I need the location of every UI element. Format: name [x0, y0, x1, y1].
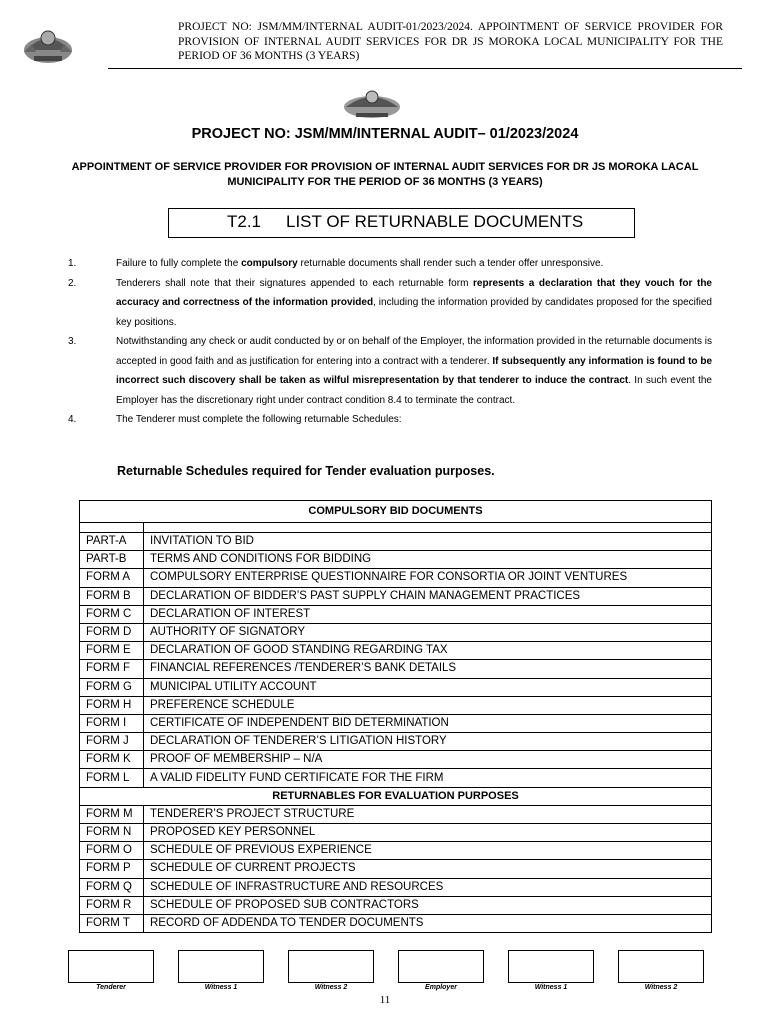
- form-description: TERMS AND CONDITIONS FOR BIDDING: [144, 551, 712, 569]
- form-code: FORM C: [80, 605, 144, 623]
- form-description: DECLARATION OF BIDDER’S PAST SUPPLY CHAIN MANAGEMENT PRACTICES: [144, 587, 712, 605]
- form-code: FORM R: [80, 896, 144, 914]
- form-code: FORM H: [80, 696, 144, 714]
- table-row: [80, 551, 712, 569]
- form-description: A VALID FIDELITY FUND CERTIFICATE FOR THE FIRM: [144, 769, 712, 787]
- schedules-heading: Returnable Schedules required for Tender evaluation purposes.: [117, 464, 495, 478]
- form-code: FORM G: [80, 678, 144, 696]
- compulsory-heading: COMPULSORY BID DOCUMENTS: [80, 501, 712, 523]
- form-code: FORM M: [80, 805, 144, 823]
- table-row: [80, 805, 712, 823]
- signature-box-witness-1[interactable]: [178, 950, 264, 983]
- form-description: SCHEDULE OF PROPOSED SUB CONTRACTORS: [144, 896, 712, 914]
- municipal-crest-icon: [340, 85, 404, 121]
- table-row: [80, 896, 712, 914]
- signature-box-witness-1b[interactable]: [508, 950, 594, 983]
- form-code: FORM J: [80, 733, 144, 751]
- form-description: SCHEDULE OF CURRENT PROJECTS: [144, 860, 712, 878]
- instructions-list: [68, 254, 712, 430]
- section-number: T2.1: [227, 212, 262, 231]
- table-row: [80, 569, 712, 587]
- form-description: TENDERER’S PROJECT STRUCTURE: [144, 805, 712, 823]
- form-description: CERTIFICATE OF INDEPENDENT BID DETERMINATION: [144, 714, 712, 732]
- form-code: FORM K: [80, 751, 144, 769]
- table-row: [80, 824, 712, 842]
- signature-label: Witness 1: [534, 984, 568, 991]
- form-code: FORM O: [80, 842, 144, 860]
- form-description: MUNICIPAL UTILITY ACCOUNT: [144, 678, 712, 696]
- table-row: [80, 587, 712, 605]
- signature-label: Witness 2: [314, 984, 348, 991]
- form-code: FORM D: [80, 623, 144, 641]
- table-row: [80, 660, 712, 678]
- project-title: PROJECT NO: JSM/MM/INTERNAL AUDIT– 01/2023/2024: [191, 126, 579, 142]
- form-code: PART-A: [80, 533, 144, 551]
- table-row: [80, 769, 712, 787]
- form-description: DECLARATION OF GOOD STANDING REGARDING TAX: [144, 642, 712, 660]
- signature-label: Tenderer: [96, 984, 126, 991]
- running-header: PROJECT NO: JSM/MM/INTERNAL AUDIT-01/2023/2024. APPOINTMENT OF SERVICE PROVIDER FOR PROVISION OF INTERNAL AUDIT SERVICES FOR DR JS MOROKA LOCAL MUNICIPALITY FOR THE PERIOD OF 36 MONTHS (3 YEARS): [178, 21, 723, 62]
- list-item: 1. Failure to fully complete the compulsory returnable documents shall render such a tender offer unresponsive.: [68, 258, 604, 269]
- form-description: PROOF OF MEMBERSHIP – N/A: [144, 751, 712, 769]
- form-code: PART-B: [80, 551, 144, 569]
- table-row: [80, 642, 712, 660]
- form-description: RECORD OF ADDENDA TO TENDER DOCUMENTS: [144, 914, 712, 932]
- table-row: [80, 696, 712, 714]
- table-row: [80, 678, 712, 696]
- form-code: FORM Q: [80, 878, 144, 896]
- municipal-crest-icon: [22, 22, 74, 68]
- table-row: [80, 878, 712, 896]
- form-code: FORM F: [80, 660, 144, 678]
- form-description: PREFERENCE SCHEDULE: [144, 696, 712, 714]
- form-code: FORM B: [80, 587, 144, 605]
- signature-label: Witness 1: [204, 984, 238, 991]
- form-description: FINANCIAL REFERENCES /TENDERER’S BANK DETAILS: [144, 660, 712, 678]
- form-description: AUTHORITY OF SIGNATORY: [144, 623, 712, 641]
- header-divider: [108, 68, 742, 69]
- signature-box-employer[interactable]: [398, 950, 484, 983]
- form-description: SCHEDULE OF PREVIOUS EXPERIENCE: [144, 842, 712, 860]
- table-row: [80, 533, 712, 551]
- form-description: SCHEDULE OF INFRASTRUCTURE AND RESOURCES: [144, 878, 712, 896]
- form-description: PROPOSED KEY PERSONNEL: [144, 824, 712, 842]
- form-code: FORM L: [80, 769, 144, 787]
- form-code: FORM N: [80, 824, 144, 842]
- form-description: DECLARATION OF INTEREST: [144, 605, 712, 623]
- table-row: [80, 733, 712, 751]
- signature-label: Employer: [425, 984, 457, 991]
- signature-box-tenderer[interactable]: [68, 950, 154, 983]
- list-item: 3. Notwithstanding any check or audit conducted by or on behalf of the Employer, the information provided in the returnable documents is accepted in good faith and as justification for entering into a contract with a tenderer. If subsequently any information is found to be incorrect such discovery shall be taken as wilful misrepresentation by that tenderer to induce the contract. In such event the Employer has the discretionary right under contract condition 8.4 to terminate the contract.: [68, 336, 713, 406]
- form-code: FORM I: [80, 714, 144, 732]
- page-number: 11: [379, 994, 391, 1006]
- form-code: FORM A: [80, 569, 144, 587]
- signature-box-witness-2b[interactable]: [618, 950, 704, 983]
- section-title: LIST OF RETURNABLE DOCUMENTS: [286, 212, 584, 231]
- project-subtitle: APPOINTMENT OF SERVICE PROVIDER FOR PROVISION OF INTERNAL AUDIT SERVICES FOR DR JS MOROKA LACAL MUNICIPALITY FOR THE PERIOD OF 36 MONTHS (3 YEARS): [71, 161, 699, 188]
- list-item: 2. Tenderers shall note that their signatures appended to each returnable form represents a declaration that they vouch for the accuracy and correctness of the information provided, including the information provided by candidates proposed for the specified key positions.: [68, 277, 712, 328]
- table-row: [80, 860, 712, 878]
- section-title-box: [168, 208, 635, 238]
- evaluation-heading: RETURNABLES FOR EVALUATION PURPOSES: [80, 787, 712, 805]
- returnable-documents-table: [79, 500, 712, 933]
- table-row: [80, 714, 712, 732]
- table-row: [80, 842, 712, 860]
- table-row: [80, 623, 712, 641]
- signature-label: Witness 2: [644, 984, 678, 991]
- table-row: [80, 605, 712, 623]
- form-description: DECLARATION OF TENDERER’S LITIGATION HISTORY: [144, 733, 712, 751]
- form-description: COMPULSORY ENTERPRISE QUESTIONNAIRE FOR CONSORTIA OR JOINT VENTURES: [144, 569, 712, 587]
- form-description: INVITATION TO BID: [144, 533, 712, 551]
- table-row: [80, 914, 712, 932]
- form-code: FORM T: [80, 914, 144, 932]
- table-row: [80, 751, 712, 769]
- list-item: 4. The Tenderer must complete the following returnable Schedules:: [68, 414, 402, 425]
- signature-box-witness-2[interactable]: [288, 950, 374, 983]
- form-code: FORM P: [80, 860, 144, 878]
- form-code: FORM E: [80, 642, 144, 660]
